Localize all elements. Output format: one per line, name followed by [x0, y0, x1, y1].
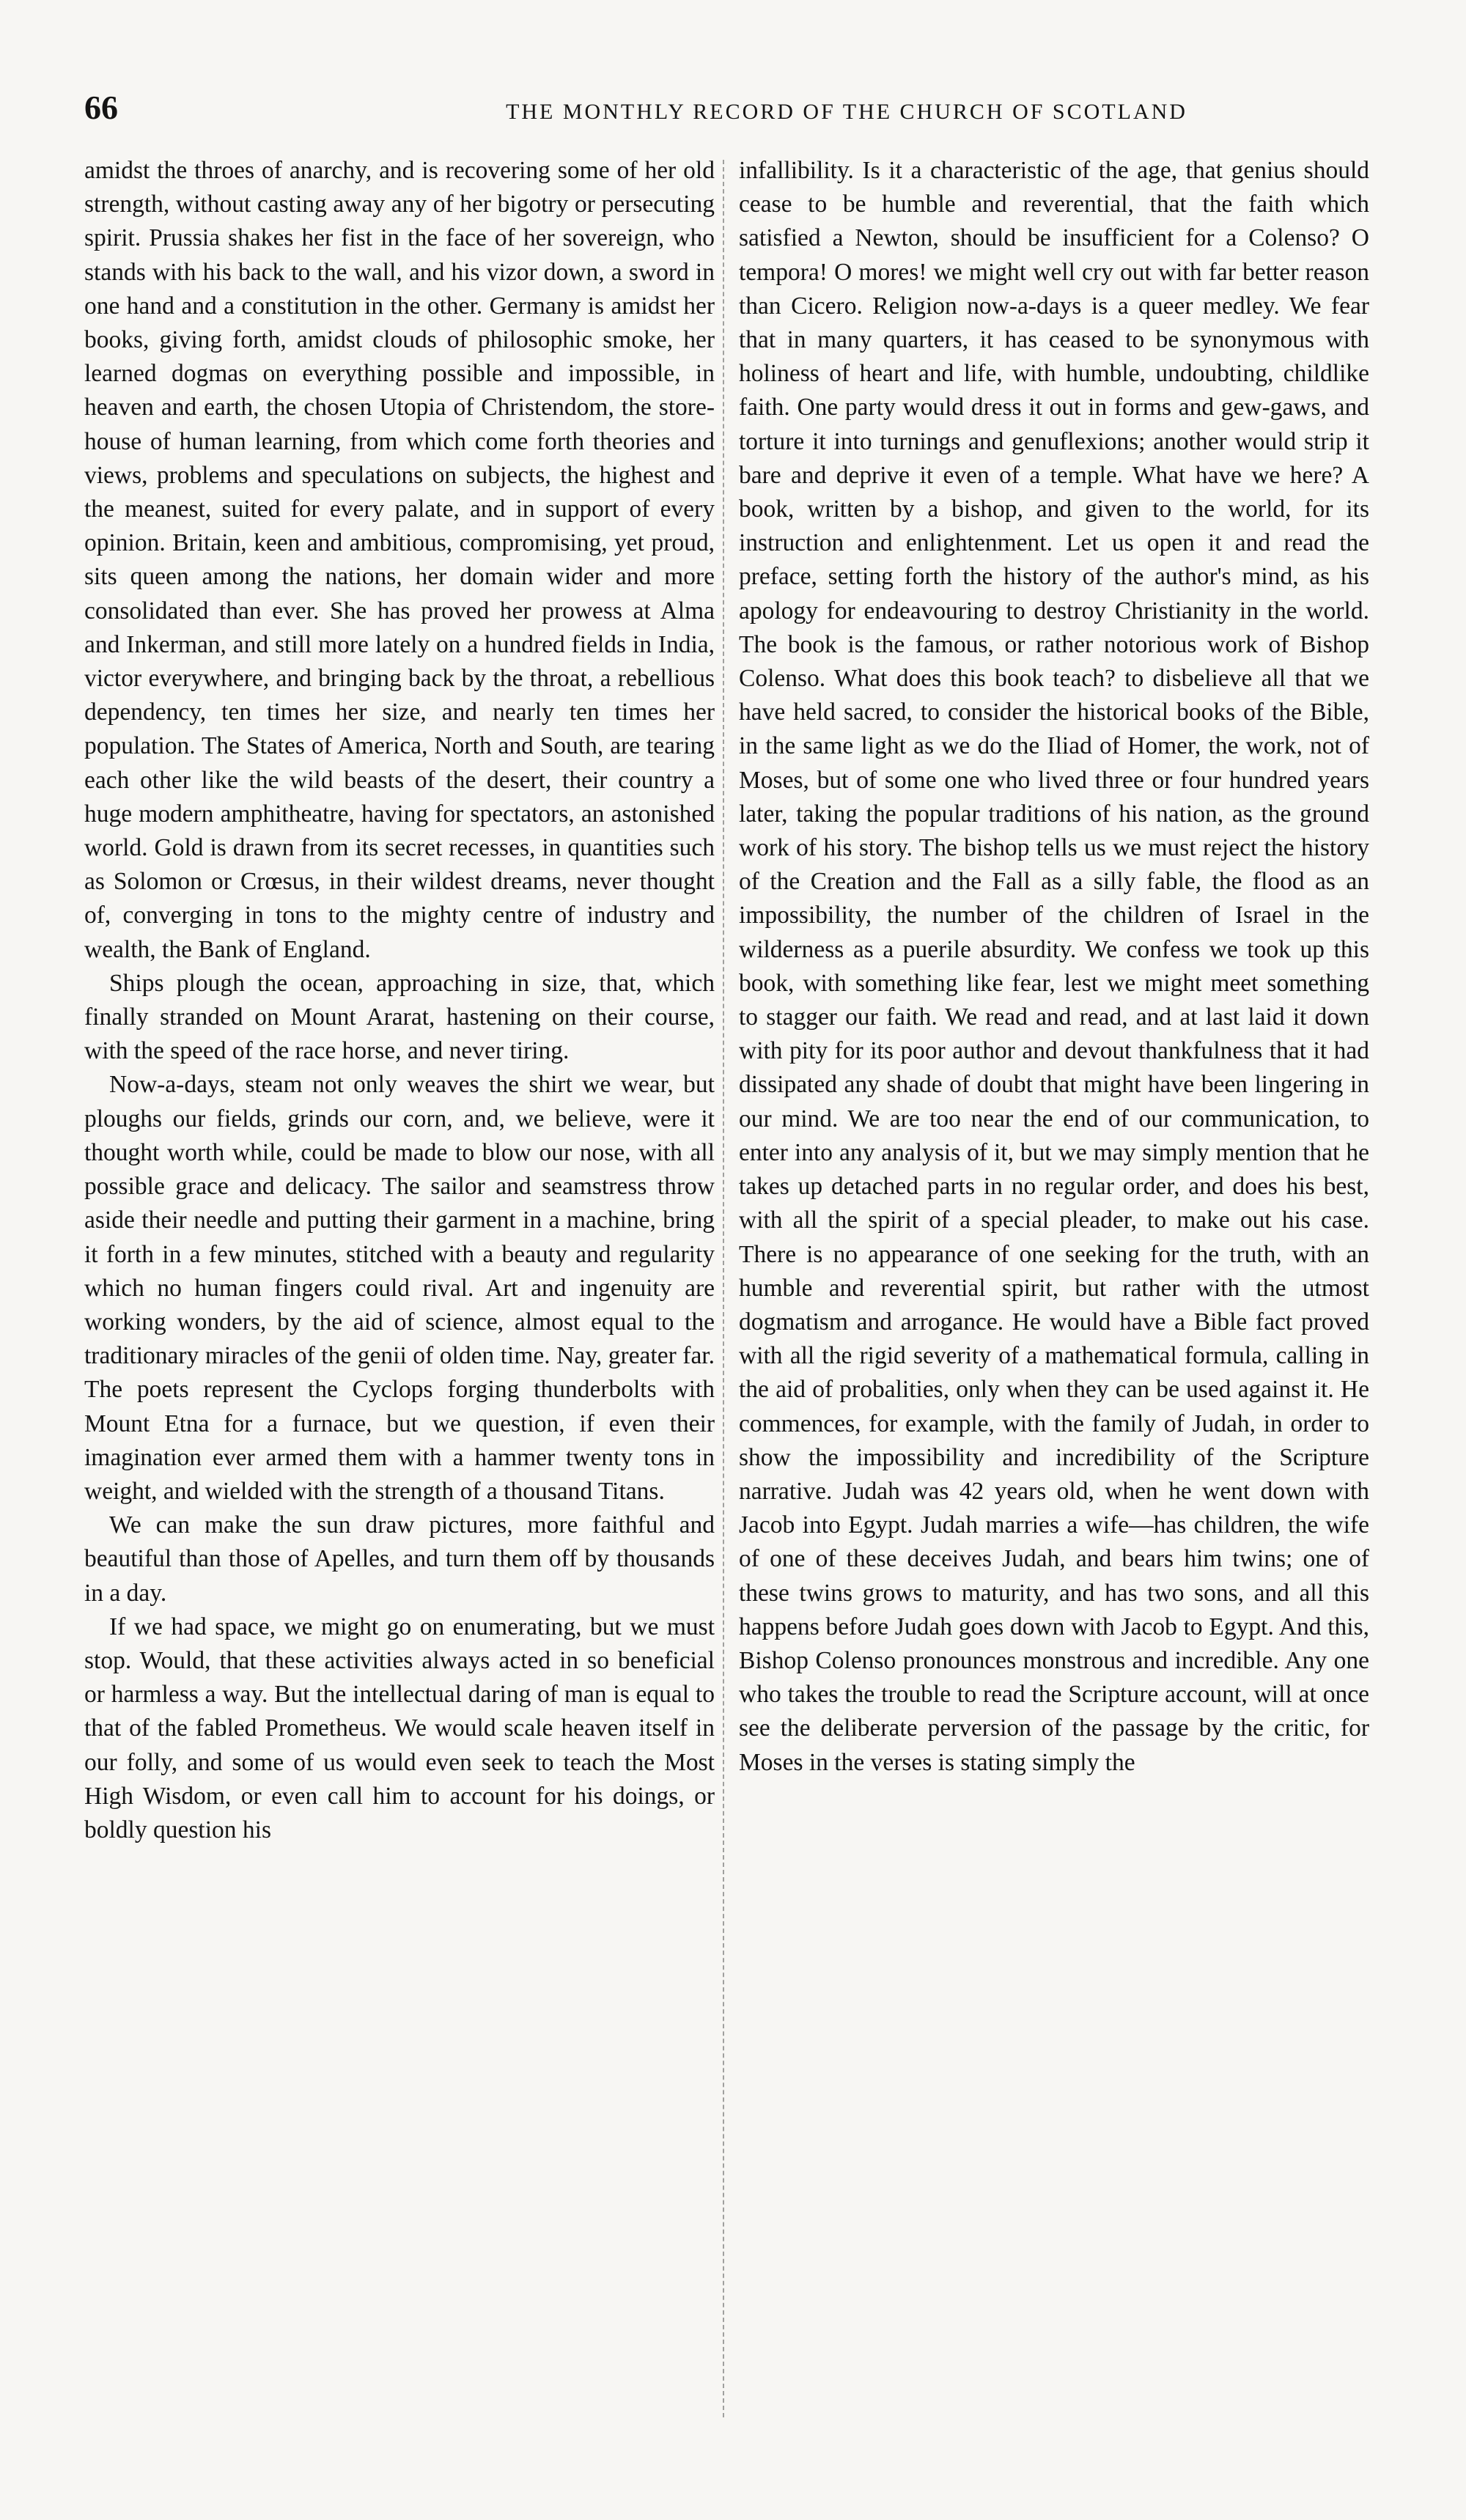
paragraph: infallibility. Is it a characteristic of the age, that genius should cease to be humble and reverential, that the faith which satisfied a Newton, should be insufficient for a Colenso? O tempora! O mores! we might well cry out with far better reason than Cicero. Religion now-a-days is a queer medley. We fear that in many quarters, it has ceased to be synonymous with holiness of heart and life, with humble, undoubting, childlike faith. One party would dress it out in forms and gew-gaws, and torture it into turnings and genuflexions; another would strip it bare and deprive it even of a temple. What have we here? A book, written by a bishop, and given to the world, for its instruction and enlightenment. Let us open it and read the preface, setting forth the history of the author's mind, as his apology for endeavouring to destroy Christianity in the world. The book is the famous, or rather notorious work of Bishop Colenso. What does this book teach? to disbelieve all that we have held sacred, to consider the historical books of the Bible, in the same light as we do the Iliad of Homer, the work, not of Moses, but of some one who lived three or four hundred years later, taking the popular traditions of his nation, as the ground work of his story. The bishop tells us we must reject the history of the Creation and the Fall as a silly fable, the flood as an impossibility, the number of the children of Israel in the wilderness as a puerile absurdity. We confess we took up this book, with something like fear, lest we might meet something to stagger our faith. We read and read, and at last laid it down with pity for its poor author and devout thankfulness that it had dissipated any shade of doubt that might have been lingering in our mind. We are too near the end of our communication, to enter into any analysis of it, but we may simply mention that he takes up detached parts in no regular order, and does his best, with all the spirit of a special pleader, to make out his case. There is no appearance of one seeking for the truth, with an humble and reverential spirit, but rather with the utmost dogmatism and arrogance. He would have a Bible fact proved with all the rigid severity of a mathematical formula, calling in the aid of probalities, only when they can be used against it. He commences, for example, with the family of Judah, in order to show the impossibility and incredibility of the Scripture narrative. Judah was 42 years old, when he went down with Jacob into Egypt. Judah marries a wife—has children, the wife of one of these deceives Judah, and bears him twins; one of these twins grows to maturity, and has two sons, and all this happens before Judah goes down with Jacob to Egypt. And this, Bishop Colenso pronounces monstrous and incredible. Any one who takes the trouble to read the Scripture account, will at once see the deliberate perversion of the passage by the critic, for Moses in the verses is stating simply the [739, 157, 1369, 1776]
right-column [739, 154, 1369, 1780]
column-divider [723, 160, 724, 2417]
running-head: THE MONTHLY RECORD OF THE CHURCH OF SCOTLAND [506, 100, 1187, 124]
paragraph: Now-a-days, steam not only weaves the shirt we wear, but ploughs our fields, grinds our corn, and, we believe, were it thought worth while, could be made to blow our nose, with all possible grace and delicacy. The sailor and seamstress throw aside their needle and putting their garment in a machine, bring it forth in a few minutes, stitched with a beauty and regularity which no human fingers could rival. Art and ingenuity are working wonders, by the aid of science, almost equal to the traditionary miracles of the genii of olden time. Nay, greater far. The poets represent the Cyclops forging thunderbolts with Mount Etna for a furnace, but we question, if even their imagination ever armed them with a hammer twenty tons in weight, and wielded with the strength of a thousand Titans. [84, 1071, 715, 1505]
left-column [84, 154, 715, 1847]
paragraph: Ships plough the ocean, approaching in size, that, which finally stranded on Mount Ararat, hastening on their course, with the speed of the race horse, and never tiring. [84, 969, 715, 1065]
paragraph: We can make the sun draw pictures, more faithful and beautiful than those of Apelles, and turn them off by thousands in a day. [84, 1511, 715, 1607]
paragraph: amidst the throes of anarchy, and is recovering some of her old strength, without casting away any of her bigotry or persecuting spirit. Prussia shakes her fist in the face of her sovereign, who stands with his back to the wall, and his vizor down, a sword in one hand and a constitution in the other. Germany is amidst her books, giving forth, amidst clouds of philosophic smoke, her learned dogmas on everything possible and impossible, in heaven and earth, the chosen Utopia of Christendom, the store-house of human learning, from which come forth theories and views, problems and speculations on subjects, the highest and the meanest, suited for every palate, and in support of every opinion. Britain, keen and ambitious, compromising, yet proud, sits queen among the nations, her domain wider and more consolidated than ever. She has proved her prowess at Alma and Inkerman, and still more lately on a hundred fields in India, victor everywhere, and bringing back by the throat, a rebellious dependency, ten times her size, and nearly ten times her population. The States of America, North and South, are tearing each other like the wild beasts of the desert, their country a huge modern amphitheatre, having for spectators, an astonished world. Gold is drawn from its secret recesses, in quantities such as Solomon or Crœsus, in their wildest dreams, never thought of, converging in tons to the mighty centre of industry and wealth, the Bank of England. [84, 157, 715, 963]
page-header [84, 88, 1396, 147]
paragraph: If we had space, we might go on enumerating, but we must stop. Would, that these activities always acted in so beneficial or harmless a way. But the intellectual daring of man is equal to that of the fabled Prometheus. We would scale heaven itself in our folly, and some of us would even seek to teach the Most High Wisdom, or even call him to account for his doings, or boldly question his [84, 1613, 715, 1843]
page-number: 66 [84, 89, 118, 126]
